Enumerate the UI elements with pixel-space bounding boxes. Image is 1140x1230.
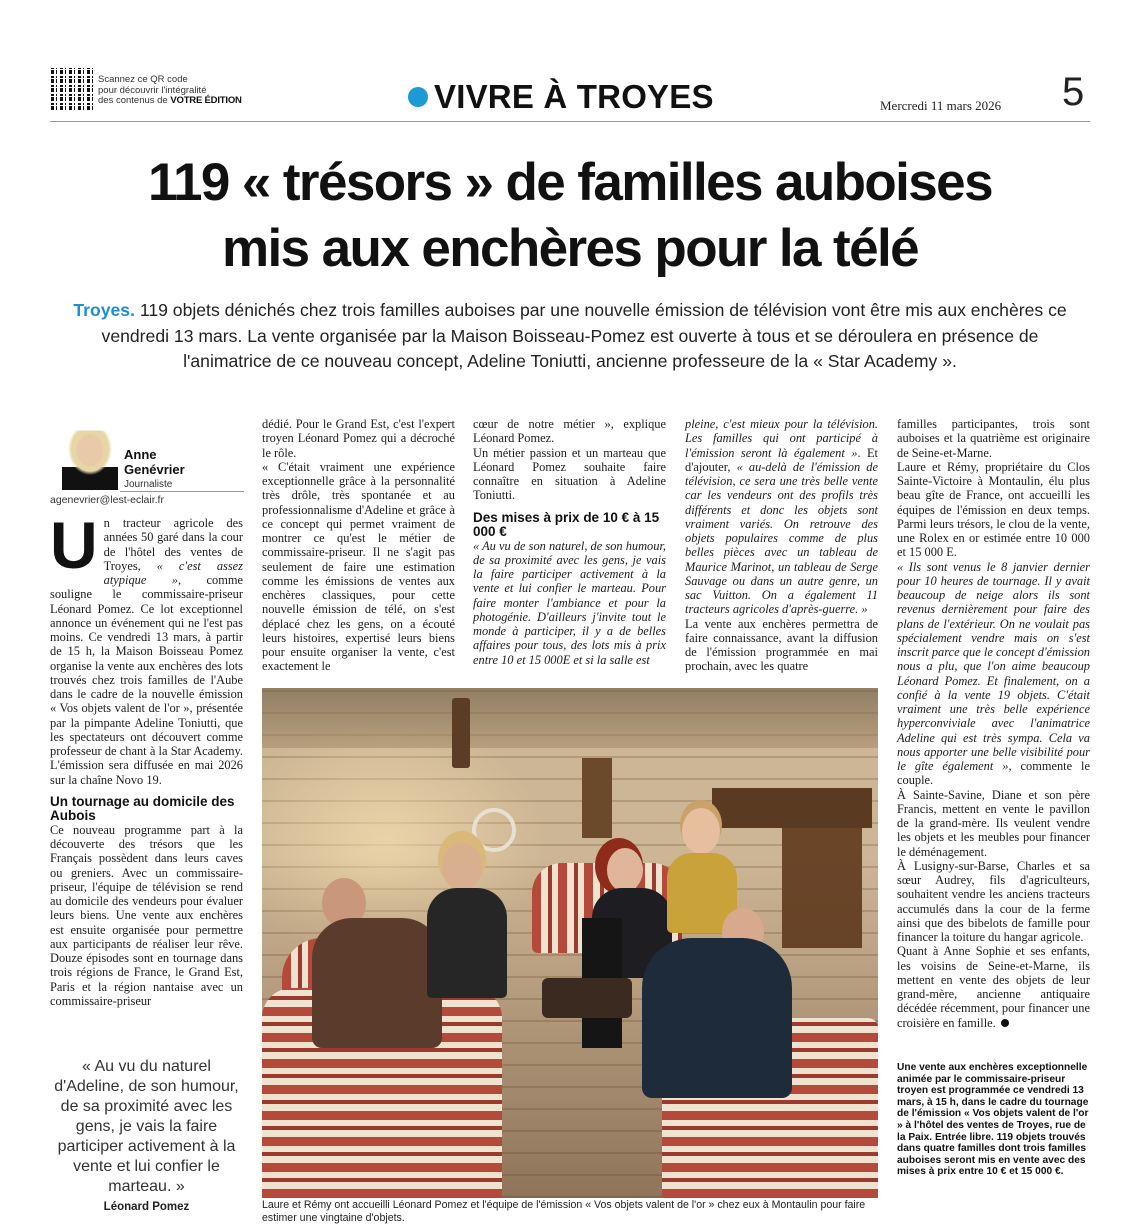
body-text: cœur de notre métier », explique Léonard Pomez. <box>473 417 666 446</box>
article-lede <box>60 298 1080 375</box>
author-name <box>124 447 185 477</box>
body-text: Un tournage au domicile des Aubois <box>50 793 235 823</box>
info-box: Une vente aux enchères exceptionnelle animée par le commissaire-priseur troyen est programmée ce vendredi 13 mars, à 15 h, dans le cadre du tournage de l'émission « Vos objets valent de l'or » à l'hôtel des ventes de Troyes, rue de la Paix. Entrée libre. 119 objets trouvés dans quatre familles dont trois familles auboises seront mis en vente avec des mises à prix entre 10 € et 15 000 €. <box>897 1062 1089 1178</box>
paragraph <box>897 944 1090 1030</box>
paragraph <box>897 417 1090 460</box>
section-label: VIVRE À TROYES <box>434 78 714 115</box>
subheading <box>473 511 666 539</box>
headline-line: mis aux enchères pour la télé <box>222 219 918 278</box>
photo-caption: Laure et Rémy ont accueilli Léonard Pomez et l'équipe de l'émission « Vos objets valent de l'or » chez eux à Montaulin pour faire estimer une vingtaine d'objets. <box>262 1199 866 1224</box>
paragraph <box>473 417 666 446</box>
author-last-name: Genévrier <box>124 462 185 477</box>
paragraph <box>262 460 455 674</box>
body-text: La vente aux enchères permettra de faire connaissance, avant la diffusion de l'émission programmée en mai prochain, avec les quatre <box>685 616 878 674</box>
article-headline <box>40 150 1100 282</box>
paragraph <box>897 560 1090 788</box>
paragraph <box>897 788 1090 859</box>
qr-text-line: des contenus de <box>98 95 168 106</box>
quote-text: pleine, c'est mieux pour la télévision. Les familles qui ont participé à l'émission seront là également » <box>685 417 878 460</box>
end-of-article-icon <box>1001 1019 1009 1027</box>
qr-brand: VOTRE ÉDITION <box>170 95 242 106</box>
paragraph <box>473 539 666 667</box>
qr-caption <box>98 75 242 107</box>
body-text: Quant à Anne Sophie et ses enfants, les voisins de Seine-et-Marne, ils mettent en vente des objets de leur grand-mère, ancienne antiquaire décédée récemment, pour financer une croisière en famille. <box>897 944 1090 1030</box>
article-column-3 <box>473 417 666 667</box>
author-photo <box>62 424 118 490</box>
qr-text-line: Scannez ce QR code <box>98 74 188 85</box>
bullet-dot-icon <box>408 87 428 107</box>
author-email[interactable]: agenevrier@lest-eclair.fr <box>50 494 164 506</box>
author-first-name: Anne <box>124 447 157 462</box>
author-role: Journaliste <box>124 479 173 490</box>
byline-divider <box>120 491 244 492</box>
body-text: Des mises à prix de 10 € à 15 000 € <box>473 509 660 539</box>
body-text: Laure et Rémy, propriétaire du Clos Sainte-Victoire à Montaulin, élu plus beau gîte de France, ont accueilli les équipes de l'émission en deux temps. Parmi leurs trésors, le clou de la vente, une Rolex en or estimée entre 10 000 et 15 000 E. <box>897 459 1090 560</box>
paragraph <box>897 859 1090 945</box>
pull-quote-author: Léonard Pomez <box>103 1201 190 1213</box>
paragraph <box>685 617 878 674</box>
body-text: familles participantes, trois sont auboises et la quatrième est originaire de Seine-et-Marne. <box>897 417 1090 460</box>
dateline-city: Troyes. <box>73 300 135 320</box>
paragraph <box>473 446 666 503</box>
subheading <box>50 795 243 823</box>
body-text: « C'était vraiment une expérience exceptionnelle grâce à la personnalité très drôle, très spontanée et au professionnalisme d'Adeline et grâce à ce concept qui permet vraiment de montrer ce qu'est le métier de commissaire-priseur. Il ne s'agit pas seulement de faire une estimation comme les émissions de ventes aux enchères classiques, pour cette nouvelle émission de télé, on s'est déplacé chez les gens, on a écouté leurs histoires, expertisé leurs biens pour ensuite organiser la vente, c'est exactement le <box>262 459 455 674</box>
article-column-4 <box>685 417 878 674</box>
issue-date: Mercredi 11 mars 2026 <box>880 98 1002 113</box>
paragraph <box>50 508 243 787</box>
body-text: À Lusigny-sur-Barse, Charles et sa sœur Audrey, fils d'agriculteurs, souhaitent vendre les anciens tracteurs accumulés dans la cour de la ferme ainsi que des bibelots de famille pour financer la toiture du hangar agricole. <box>897 858 1090 944</box>
body-text: À Sainte-Savine, Diane et son père Francis, mettent en vente le pavillon de la grand-mère. Ils veulent vendre les objets et les meubles pour financer le déménagement. <box>897 787 1090 859</box>
headline-line: 119 « trésors » de familles auboises <box>148 153 992 212</box>
paragraph <box>262 417 455 460</box>
body-text: . Et d'ajouter, <box>685 445 878 474</box>
lede-text: 119 objets dénichés chez trois familles auboises par une nouvelle émission de télévision vont être mis aux enchères ce vendredi 13 mars. La vente organisée par la Maison Boisseau-Pomez est ouverte à tous et se déroulera en présence de l'animatrice de ce nouveau concept, Adeline Toniutti, ancienne professeure de la « Star Academy ». <box>101 300 1067 371</box>
body-text: , comme souligne le commissaire-priseur Léonard Pomez. Ce lot exceptionnel annonce un événement qui ne l'est pas moins. Ce vendredi 13 mars, à partir de 15 h, la Maison Boisseau Pomez organise la vente aux enchères des lots trouvés chez trois familles de l'Aube dans le cadre de la nouvelle émission « Vos objets valent de l'or », présentée par la pimpante Adeline Toniutti, que les spectateurs ont découvert comme professeur de chant à la Star Academy. L'émission sera diffusée en mai 2026 sur la chaîne Novo 19. <box>50 573 243 787</box>
qr-text-line: pour découvrir l'intégralité <box>98 84 207 96</box>
quote-text: « c'est assez atypique » <box>103 558 243 587</box>
article-photo[interactable] <box>262 688 878 1198</box>
quote-text: « Au vu de son naturel, de son humour, de sa proximité avec les gens, je vais la faire participer activement à la vente et lui confier le marteau. Pour faire monter l'ambiance et pour la photogénie. D'ailleurs j'invite tout le monde à participer, il y a de belles affaires pour tous, des lots mis à prix entre 10 et 15 000E et si la salle est <box>473 538 666 667</box>
quote-text: « au-delà de l'émission de télévision, ce sera une très belle vente car les vendeurs ont des profils très différents et donc les objets sont vraiment variés. On retrouve des objets populaires comme de plus belles pièces avec un tableau de Maurice Marinot, un tableau de Serge Sauvage ou dans un autre genre, un sac Vuitton. On a également 11 tracteurs agricoles d'après-guerre. » <box>685 459 878 617</box>
page-number: 5 <box>1062 70 1085 114</box>
pull-quote: « Au vu du naturel d'Adeline, de son humour, de sa proximité avec les gens, je vais la faire participer activement à la vente et lui confier le marteau. » <box>54 1058 239 1195</box>
drop-cap: U <box>50 508 98 582</box>
paragraph <box>897 460 1090 560</box>
body-text: n tracteur agricole des années 50 garé dans la cour de l'hôtel des ventes de Troyes, <box>103 516 243 573</box>
article-column-5 <box>897 417 1090 1030</box>
body-text: Ce nouveau programme part à la découverte des trésors que les Français possèdent dans leurs caves ou greniers. Avec un commissaire-priseur, l'équipe de télévision se rend au domicile des vendeurs pour évaluer leurs biens. Une vente aux enchères est ensuite organisée pour permettre aux participants de réaliser leur rêve. Douze épisodes sont en tournage dans trois régions de France, le Grand Est, Paris et la région nantaise avec un commissaire-priseur <box>50 822 243 1008</box>
body-text: dédié. Pour le Grand Est, c'est l'expert troyen Léonard Pomez qui a décroché le rôle. <box>262 417 455 460</box>
section-title <box>408 78 714 116</box>
body-text: , commente le couple. <box>897 759 1090 788</box>
article-column-1 <box>50 508 243 1008</box>
body-text: Un métier passion et un marteau que Léonard Pomez souhaite faire connaître en situation à Adeline Toniutti. <box>473 445 666 503</box>
qr-code[interactable] <box>51 68 93 110</box>
paragraph <box>50 823 243 1008</box>
header-divider <box>50 121 1090 122</box>
quote-text: « Ils sont venus le 8 janvier dernier pour 10 heures de tournage. Il y avait beaucoup de neige alors ils sont revenus dernièrement pour faire des plans de l'extérieur. On ne voulait pas spécialement vendre mais on s'est inscrit parce que le concept d'émission nous a plu, que l'on aime beaucoup Léonard Pomez. Et finalement, on a confié à la vente 19 objets. C'était vraiment une très belle expérience hyperconviviale avec l'animatrice Adeline qui est très sympa. Cela va nous apporter une belle visibilité pour le gîte également » <box>897 559 1090 773</box>
article-column-2 <box>262 417 455 674</box>
paragraph <box>685 417 878 617</box>
